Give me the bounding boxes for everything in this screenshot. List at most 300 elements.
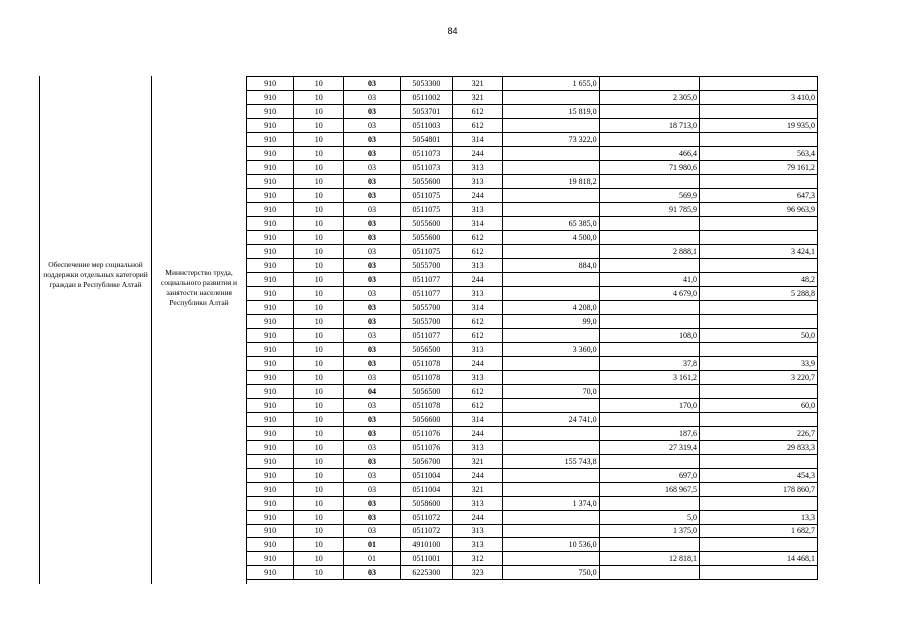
expense-type-cell: 313 (453, 496, 503, 510)
amount-year3-cell: 563,4 (700, 146, 818, 160)
amount-year2-cell (599, 230, 699, 244)
amount-year3-cell: 3 410,0 (700, 90, 818, 104)
amount-cell (503, 286, 599, 300)
section-code-cell: 10 (294, 230, 344, 244)
amount-cell: 884,0 (503, 258, 599, 272)
subsection-code-cell: 03 (344, 566, 400, 580)
target-item-cell: 5056500 (400, 342, 452, 356)
ministry-code-cell: 910 (247, 77, 294, 91)
ministry-code-cell: 910 (247, 132, 294, 146)
ministry-code-cell: 910 (247, 566, 294, 580)
target-item-cell: 0511078 (400, 370, 452, 384)
expense-type-cell: 323 (453, 566, 503, 580)
ministry-code-cell: 910 (247, 538, 294, 552)
amount-year3-cell: 19 935,0 (700, 118, 818, 132)
section-code-cell: 10 (294, 398, 344, 412)
amount-year3-cell (700, 314, 818, 328)
amount-year3-cell (700, 496, 818, 510)
expense-type-cell: 612 (453, 118, 503, 132)
subsection-code-cell: 03 (344, 482, 400, 496)
amount-year2-cell: 12 818,1 (599, 552, 699, 566)
target-item-cell: 5053701 (400, 104, 452, 118)
expense-type-cell: 314 (453, 216, 503, 230)
expense-type-cell: 312 (453, 552, 503, 566)
table-row (247, 398, 818, 412)
amount-year2-cell: 569,9 (599, 188, 699, 202)
amount-year2-cell: 2 305,0 (599, 90, 699, 104)
amount-year2-cell (599, 538, 699, 552)
amount-cell (503, 328, 599, 342)
amount-cell: 10 536,0 (503, 538, 599, 552)
target-item-cell: 5055600 (400, 174, 452, 188)
table-row (247, 440, 818, 454)
table-row (247, 482, 818, 496)
section-code-cell: 10 (294, 384, 344, 398)
subsection-code-cell: 03 (344, 146, 400, 160)
ministry-code-cell: 910 (247, 258, 294, 272)
amount-year2-cell: 91 785,9 (599, 202, 699, 216)
amount-cell (503, 202, 599, 216)
expense-type-cell: 612 (453, 384, 503, 398)
subsection-code-cell: 03 (344, 468, 400, 482)
subsection-code-cell: 03 (344, 118, 400, 132)
ministry-code-cell: 910 (247, 146, 294, 160)
amount-year2-cell: 4 679,0 (599, 286, 699, 300)
section-code-cell: 10 (294, 132, 344, 146)
table-row (247, 104, 818, 118)
ministry-code-cell: 910 (247, 328, 294, 342)
table-row (247, 300, 818, 314)
expenditure-description: Обеспечение мер социальной поддержки отдельных категорий граждан в Республике Алтай (43, 260, 148, 289)
table-row (247, 202, 818, 216)
section-code-cell: 10 (294, 412, 344, 426)
amount-cell: 15 819,0 (503, 104, 599, 118)
expense-type-cell: 244 (453, 356, 503, 370)
table-row (247, 426, 818, 440)
ministry-code-cell: 910 (247, 482, 294, 496)
amount-year2-cell (599, 454, 699, 468)
target-item-cell: 5056500 (400, 384, 452, 398)
section-code-cell: 10 (294, 370, 344, 384)
amount-cell (503, 244, 599, 258)
ministry-code-cell: 910 (247, 188, 294, 202)
amount-year3-cell: 226,7 (700, 426, 818, 440)
amount-cell: 155 743,8 (503, 454, 599, 468)
expense-type-cell: 313 (453, 440, 503, 454)
expense-type-cell: 612 (453, 398, 503, 412)
amount-year2-cell: 2 888,1 (599, 244, 699, 258)
ministry-code-cell: 910 (247, 272, 294, 286)
amount-year3-cell: 60,0 (700, 398, 818, 412)
target-item-cell: 0511001 (400, 552, 452, 566)
amount-year3-cell: 1 682,7 (700, 524, 818, 538)
subsection-code-cell: 03 (344, 426, 400, 440)
table-row (247, 384, 818, 398)
subsection-code-cell: 03 (344, 510, 400, 524)
expense-type-cell: 314 (453, 412, 503, 426)
subsection-code-cell: 03 (344, 132, 400, 146)
amount-year2-cell: 71 980,6 (599, 160, 699, 174)
target-item-cell: 5054801 (400, 132, 452, 146)
target-item-cell: 0511076 (400, 440, 452, 454)
section-code-cell: 10 (294, 552, 344, 566)
section-code-cell: 10 (294, 454, 344, 468)
target-item-cell: 0511073 (400, 146, 452, 160)
section-code-cell: 10 (294, 328, 344, 342)
amount-year3-cell: 50,0 (700, 328, 818, 342)
table-row (247, 552, 818, 566)
amount-cell (503, 440, 599, 454)
section-code-cell: 10 (294, 566, 344, 580)
amount-year3-cell (700, 132, 818, 146)
amount-year2-cell (599, 412, 699, 426)
ministry-code-cell: 910 (247, 160, 294, 174)
amount-year2-cell: 170,0 (599, 398, 699, 412)
amount-year2-cell: 3 161,2 (599, 370, 699, 384)
subsection-code-cell: 03 (344, 524, 400, 538)
amount-year2-cell (599, 566, 699, 580)
subsection-code-cell: 03 (344, 300, 400, 314)
section-code-cell: 10 (294, 104, 344, 118)
target-item-cell: 0511075 (400, 202, 452, 216)
ministry-code-cell: 910 (247, 370, 294, 384)
amount-year3-cell (700, 342, 818, 356)
subsection-code-cell: 01 (344, 538, 400, 552)
subsection-code-cell: 03 (344, 244, 400, 258)
target-item-cell: 5058600 (400, 496, 452, 510)
table-row (247, 244, 818, 258)
target-item-cell: 0511072 (400, 524, 452, 538)
target-item-cell: 5055700 (400, 300, 452, 314)
ministry-code-cell: 910 (247, 174, 294, 188)
target-item-cell: 0511078 (400, 356, 452, 370)
expense-type-cell: 313 (453, 286, 503, 300)
subsection-code-cell: 03 (344, 258, 400, 272)
amount-year3-cell: 454,3 (700, 468, 818, 482)
subsection-code-cell: 03 (344, 216, 400, 230)
target-item-cell: 5055700 (400, 258, 452, 272)
ministry-code-cell: 910 (247, 524, 294, 538)
target-item-cell: 0511078 (400, 398, 452, 412)
amount-year3-cell: 5 288,8 (700, 286, 818, 300)
ministry-code-cell: 910 (247, 230, 294, 244)
section-code-cell: 10 (294, 90, 344, 104)
section-code-cell: 10 (294, 202, 344, 216)
table-row (247, 356, 818, 370)
table-row (247, 272, 818, 286)
ministry-code-cell: 910 (247, 552, 294, 566)
amount-year3-cell (700, 216, 818, 230)
expense-type-cell: 313 (453, 524, 503, 538)
amount-year2-cell: 168 967,5 (599, 482, 699, 496)
ministry-code-cell: 910 (247, 314, 294, 328)
target-item-cell: 5053300 (400, 77, 452, 91)
section-code-cell: 10 (294, 440, 344, 454)
subsection-code-cell: 03 (344, 174, 400, 188)
amount-cell: 3 360,0 (503, 342, 599, 356)
amount-year2-cell (599, 174, 699, 188)
subsection-code-cell: 03 (344, 356, 400, 370)
agency-name: Министерство труда, социального развития и занятости населения Республики Алтай (160, 268, 238, 307)
target-item-cell: 5055600 (400, 230, 452, 244)
amount-year3-cell (700, 77, 818, 91)
expense-type-cell: 244 (453, 510, 503, 524)
ministry-code-cell: 910 (247, 356, 294, 370)
ministry-code-cell: 910 (247, 286, 294, 300)
expense-type-cell: 321 (453, 482, 503, 496)
amount-cell: 4 500,0 (503, 230, 599, 244)
table-row (247, 132, 818, 146)
expense-type-cell: 244 (453, 272, 503, 286)
section-code-cell: 10 (294, 258, 344, 272)
subsection-code-cell: 03 (344, 160, 400, 174)
section-code-cell: 10 (294, 468, 344, 482)
amount-year2-cell: 466,4 (599, 146, 699, 160)
subsection-code-cell: 01 (344, 552, 400, 566)
target-item-cell: 5055700 (400, 314, 452, 328)
amount-year2-cell (599, 258, 699, 272)
table-row (247, 118, 818, 132)
section-code-cell: 10 (294, 286, 344, 300)
expense-type-cell: 313 (453, 202, 503, 216)
section-code-cell: 10 (294, 244, 344, 258)
expense-type-cell: 612 (453, 230, 503, 244)
section-code-cell: 10 (294, 314, 344, 328)
expense-type-cell: 314 (453, 300, 503, 314)
amount-cell: 65 385,0 (503, 216, 599, 230)
section-code-cell: 10 (294, 510, 344, 524)
target-item-cell: 6225300 (400, 566, 452, 580)
ministry-code-cell: 910 (247, 468, 294, 482)
expense-type-cell: 321 (453, 454, 503, 468)
expense-type-cell: 612 (453, 328, 503, 342)
amount-year3-cell: 29 833,3 (700, 440, 818, 454)
amount-cell (503, 188, 599, 202)
expense-type-cell: 244 (453, 146, 503, 160)
target-item-cell: 0511076 (400, 426, 452, 440)
amount-cell: 4 208,0 (503, 300, 599, 314)
ministry-code-cell: 910 (247, 384, 294, 398)
target-item-cell: 0511077 (400, 286, 452, 300)
table-row (247, 314, 818, 328)
section-code-cell: 10 (294, 77, 344, 91)
amount-year2-cell (599, 384, 699, 398)
table-row (247, 146, 818, 160)
target-item-cell: 5056600 (400, 412, 452, 426)
subsection-code-cell: 03 (344, 314, 400, 328)
table-row (247, 510, 818, 524)
table-row (247, 216, 818, 230)
expense-type-cell: 612 (453, 104, 503, 118)
table-row (247, 77, 818, 91)
amount-year3-cell (700, 384, 818, 398)
table-row (247, 370, 818, 384)
section-code-cell: 10 (294, 160, 344, 174)
target-item-cell: 0511075 (400, 244, 452, 258)
amount-year3-cell (700, 258, 818, 272)
ministry-code-cell: 910 (247, 342, 294, 356)
table-row (247, 174, 818, 188)
amount-year3-cell: 3 220,7 (700, 370, 818, 384)
amount-cell (503, 272, 599, 286)
target-item-cell: 0511004 (400, 482, 452, 496)
left-border-line (39, 76, 40, 584)
section-code-cell: 10 (294, 118, 344, 132)
subsection-code-cell: 03 (344, 230, 400, 244)
table-row (247, 496, 818, 510)
expense-type-cell: 313 (453, 538, 503, 552)
amount-cell (503, 398, 599, 412)
subsection-code-cell: 03 (344, 370, 400, 384)
section-code-cell: 10 (294, 188, 344, 202)
amount-cell: 24 741,0 (503, 412, 599, 426)
section-code-cell: 10 (294, 538, 344, 552)
target-item-cell: 0511077 (400, 328, 452, 342)
amount-cell (503, 356, 599, 370)
amount-cell (503, 482, 599, 496)
section-code-cell: 10 (294, 272, 344, 286)
amount-cell (503, 524, 599, 538)
table-row (247, 538, 818, 552)
amount-cell (503, 90, 599, 104)
target-item-cell: 0511002 (400, 90, 452, 104)
section-code-cell: 10 (294, 216, 344, 230)
amount-year3-cell: 13,3 (700, 510, 818, 524)
amount-cell: 70,0 (503, 384, 599, 398)
target-item-cell: 0511072 (400, 510, 452, 524)
amount-year2-cell: 27 319,4 (599, 440, 699, 454)
expense-type-cell: 612 (453, 314, 503, 328)
amount-year2-cell (599, 342, 699, 356)
subsection-code-cell: 03 (344, 104, 400, 118)
amount-cell (503, 426, 599, 440)
amount-cell: 73 322,0 (503, 132, 599, 146)
amount-year2-cell: 18 713,0 (599, 118, 699, 132)
table-row (247, 258, 818, 272)
amount-cell (503, 160, 599, 174)
target-item-cell: 0511003 (400, 118, 452, 132)
subsection-code-cell: 03 (344, 272, 400, 286)
table-row (247, 524, 818, 538)
amount-year3-cell (700, 566, 818, 580)
section-code-cell: 10 (294, 146, 344, 160)
ministry-code-cell: 910 (247, 454, 294, 468)
subsection-code-cell: 03 (344, 90, 400, 104)
amount-year2-cell (599, 216, 699, 230)
amount-cell (503, 552, 599, 566)
amount-cell: 1 374,0 (503, 496, 599, 510)
expense-type-cell: 244 (453, 426, 503, 440)
budget-table-body (247, 77, 818, 580)
amount-cell (503, 468, 599, 482)
subsection-code-cell: 03 (344, 342, 400, 356)
amount-year3-cell: 79 161,2 (700, 160, 818, 174)
section-code-cell: 10 (294, 496, 344, 510)
amount-year2-cell (599, 300, 699, 314)
expense-type-cell: 313 (453, 174, 503, 188)
amount-year2-cell: 187,6 (599, 426, 699, 440)
amount-cell: 1 655,0 (503, 77, 599, 91)
subsection-code-cell: 03 (344, 188, 400, 202)
ministry-code-cell: 910 (247, 104, 294, 118)
amount-year3-cell: 647,3 (700, 188, 818, 202)
expense-type-cell: 244 (453, 468, 503, 482)
subsection-code-cell: 03 (344, 77, 400, 91)
table-row (247, 230, 818, 244)
target-item-cell: 5055600 (400, 216, 452, 230)
amount-year2-cell: 697,0 (599, 468, 699, 482)
amount-year3-cell (700, 104, 818, 118)
amount-cell (503, 146, 599, 160)
amount-cell (503, 510, 599, 524)
subsection-code-cell: 03 (344, 454, 400, 468)
expense-type-cell: 321 (453, 90, 503, 104)
amount-year2-cell (599, 496, 699, 510)
ministry-code-cell: 910 (247, 440, 294, 454)
subsection-code-cell: 03 (344, 328, 400, 342)
table-row (247, 188, 818, 202)
page-number: 84 (447, 26, 458, 36)
amount-year3-cell (700, 230, 818, 244)
amount-year2-cell (599, 132, 699, 146)
expense-type-cell: 612 (453, 244, 503, 258)
amount-year3-cell (700, 538, 818, 552)
subsection-code-cell: 03 (344, 496, 400, 510)
ministry-code-cell: 910 (247, 90, 294, 104)
subsection-code-cell: 03 (344, 440, 400, 454)
table-row (247, 454, 818, 468)
target-item-cell: 0511077 (400, 272, 452, 286)
ministry-code-cell: 910 (247, 216, 294, 230)
expense-type-cell: 244 (453, 188, 503, 202)
amount-cell: 19 818,2 (503, 174, 599, 188)
amount-year2-cell: 1 375,0 (599, 524, 699, 538)
subsection-code-cell: 03 (344, 202, 400, 216)
table-row (247, 412, 818, 426)
ministry-code-cell: 910 (247, 412, 294, 426)
ministry-code-cell: 910 (247, 426, 294, 440)
column-divider-line (151, 76, 152, 584)
section-code-cell: 10 (294, 174, 344, 188)
target-item-cell: 5056700 (400, 454, 452, 468)
table-row (247, 566, 818, 580)
section-code-cell: 10 (294, 524, 344, 538)
amount-year2-cell: 37,8 (599, 356, 699, 370)
amount-year3-cell (700, 412, 818, 426)
amount-year3-cell: 33,9 (700, 356, 818, 370)
target-item-cell: 0511073 (400, 160, 452, 174)
amount-year2-cell (599, 104, 699, 118)
ministry-code-cell: 910 (247, 300, 294, 314)
ministry-code-cell: 910 (247, 202, 294, 216)
amount-year3-cell: 96 963,9 (700, 202, 818, 216)
section-code-cell: 10 (294, 356, 344, 370)
amount-year2-cell: 108,0 (599, 328, 699, 342)
table-row (247, 286, 818, 300)
subsection-code-cell: 04 (344, 384, 400, 398)
expense-type-cell: 314 (453, 132, 503, 146)
table-row (247, 160, 818, 174)
budget-table (246, 76, 818, 580)
ministry-code-cell: 910 (247, 496, 294, 510)
section-code-cell: 10 (294, 300, 344, 314)
amount-year3-cell: 48,2 (700, 272, 818, 286)
amount-year3-cell: 14 468,1 (700, 552, 818, 566)
target-item-cell: 0511004 (400, 468, 452, 482)
amount-year3-cell: 178 860,7 (700, 482, 818, 496)
amount-year3-cell (700, 300, 818, 314)
subsection-code-cell: 03 (344, 286, 400, 300)
